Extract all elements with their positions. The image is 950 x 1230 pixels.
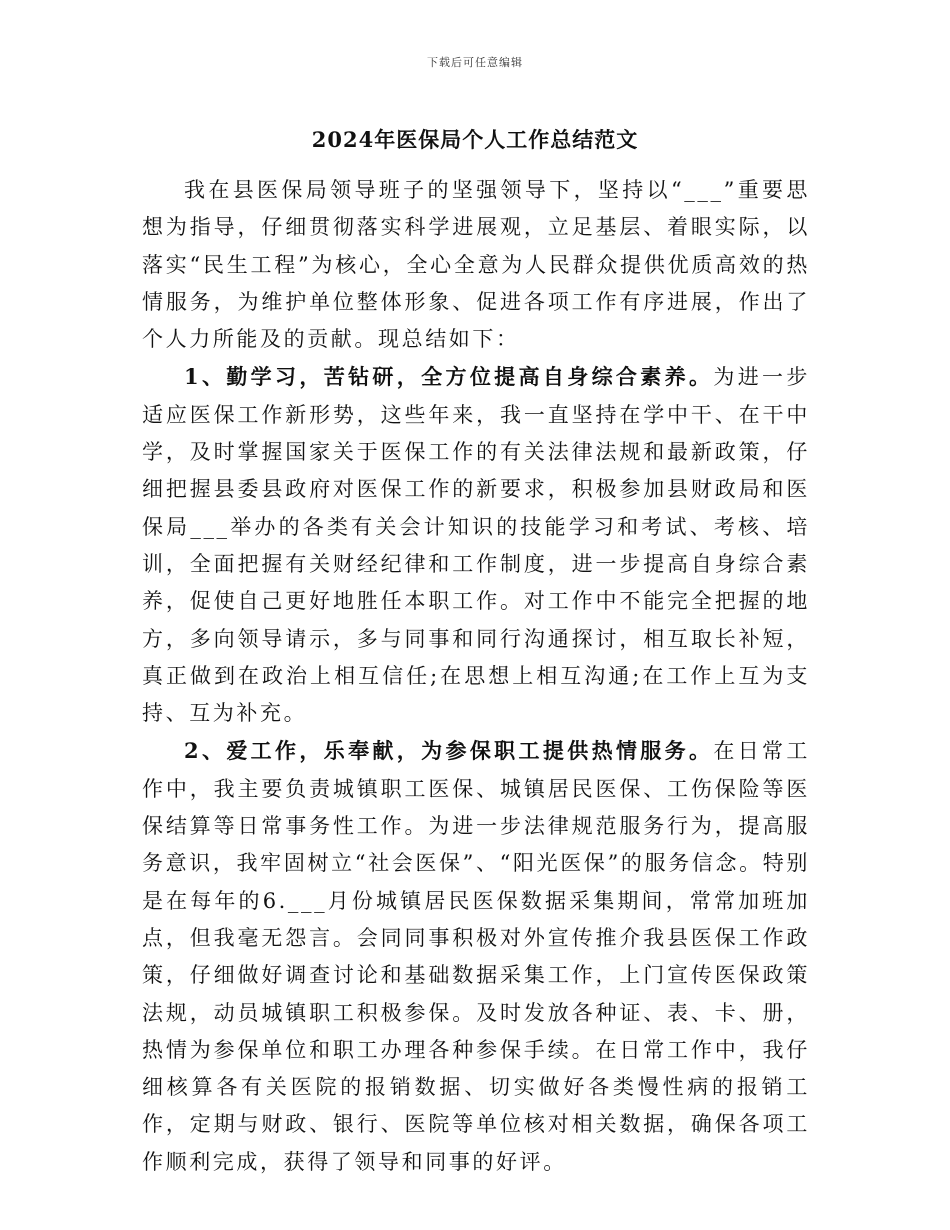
document-body xyxy=(142,172,810,1181)
page-header: 下载后可任意编辑 xyxy=(427,56,523,69)
paragraph-text: 我在县医保局领导班子的坚强领导下，坚持以“___”重要思想为指导，仔细贯彻落实科学进展观，立足基层、着眼实际，以落实“民生工程”为核心，全心全意为人民群众提供优质高效的热情服务，为维护单位整体形象、促进各项工作有序进展，作出了个人力所能及的贡献。现总结如下： xyxy=(142,178,810,352)
document-title: 2024年医保局个人工作总结范文 xyxy=(311,127,639,152)
section-2-paragraph xyxy=(142,732,810,1181)
paragraph-text: 为进一步适应医保工作新形势，这些年来，我一直坚持在学中干、在干中学，及时掌握国家关于医保工作的有关法律法规和最新政策，仔细把握县委县政府对医保工作的新要求，积极参加县财政局和医保局___举办的各类有关会计知识的技能学习和考试、考核、培训，全面把握有关财经纪律和工作制度，进一步提高自身综合素养，促使自己更好地胜任本职工作。对工作中不能完全把握的地方，多向领导请示，多与同事和同行沟通探讨，相互取长补短，真正做到在政治上相互信任;在思想上相互沟通;在工作上互为支持、互为补充。 xyxy=(142,365,810,726)
intro-paragraph xyxy=(142,172,810,358)
paragraph-text: 在日常工作中，我主要负责城镇职工医保、城镇居民医保、工伤保险等医保结算等日常事务性工作。为进一步法律规范服务行为，提高服务意识，我牢固树立“社会医保”、“阳光医保”的服务信念。特别是在每年的6.___月份城镇居民医保数据采集期间，常常加班加点，但我毫无怨言。会同同事积极对外宣传推介我县医保工作政策，仔细做好调查讨论和基础数据采集工作，上门宣传医保政策法规，动员城镇职工积极参保。及时发放各种证、表、卡、册，热情为参保单位和职工办理各种参保手续。在日常工作中，我仔细核算各有关医院的报销数据、切实做好各类慢性病的报销工作，定期与财政、银行、医院等单位核对相关数据，确保各项工作顺利完成，获得了领导和同事的好评。 xyxy=(142,739,810,1174)
section-2-heading: 2、爱工作，乐奉献，为参保职工提供热情服务。 xyxy=(184,738,714,764)
section-1-heading: 1、勤学习，苦钻研，全方位提高自身综合素养。 xyxy=(184,364,714,390)
section-1-paragraph xyxy=(142,358,810,732)
